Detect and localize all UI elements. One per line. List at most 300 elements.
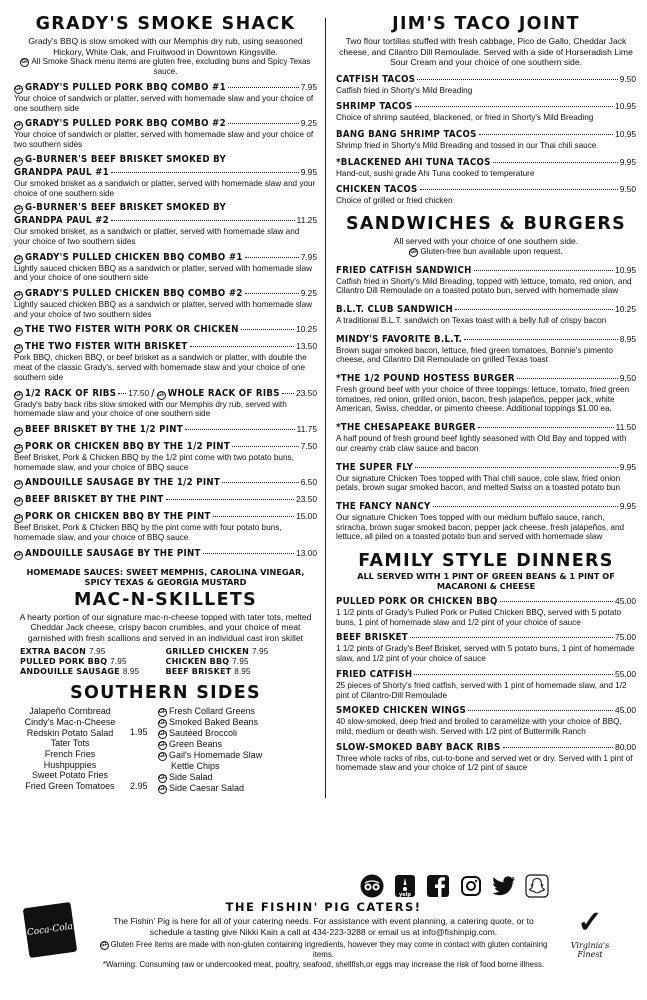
menu-item-price: 45.00 bbox=[615, 596, 636, 607]
menu-item-price: 13.00 bbox=[296, 547, 317, 558]
checkmark-icon: ✓ bbox=[577, 906, 603, 939]
dot-leader bbox=[245, 293, 299, 294]
dot-leader bbox=[433, 506, 618, 507]
menu-item bbox=[336, 128, 636, 151]
menu-item-description: Beef Brisket, Pork & Chicken BBQ by the pint come with four potato buns, homemade slaw, and your choice of BBQ sauce bbox=[14, 523, 282, 543]
menu-item-name-line1 bbox=[14, 202, 317, 214]
dot-leader bbox=[414, 674, 613, 675]
mac-option-name: EXTRA BACON bbox=[20, 647, 87, 657]
menu-item-description: Catfish fried in Shorty's Mild Breading bbox=[336, 85, 473, 95]
gluten-free-icon: GF bbox=[15, 206, 22, 213]
dot-leader bbox=[245, 257, 299, 258]
menu-item-name: THE FANCY NANCY bbox=[336, 500, 431, 512]
menu-item-description: Lightly sauced chicken BBQ as a sandwich or platter, served with homemade slaw and your choice of two southern sides bbox=[14, 300, 313, 319]
side-item: Tater Tots bbox=[50, 738, 90, 749]
menu-item-row bbox=[14, 323, 317, 336]
menu-item-name: *BLACKENED AHI TUNA TACOS bbox=[336, 156, 491, 168]
menu-item-row bbox=[336, 128, 636, 141]
menu-item bbox=[14, 287, 317, 319]
menu-item bbox=[14, 323, 317, 336]
dot-leader bbox=[420, 189, 618, 190]
separator: / bbox=[151, 387, 155, 399]
menu-item-name: FRIED CATFISH SANDWICH bbox=[336, 264, 472, 276]
mac-option-price: 8.95 bbox=[234, 667, 251, 677]
menu-item-row bbox=[336, 421, 636, 434]
gluten-free-icon: GF bbox=[15, 515, 22, 522]
menu-item-price: 75.00 bbox=[615, 632, 636, 643]
menu-item-price: 11.75 bbox=[296, 423, 317, 434]
menu-item bbox=[14, 440, 317, 472]
dot-leader bbox=[111, 220, 295, 221]
menu-item-description: Three whole racks of ribs, cut-to-bone and served wet or dry. Served with 1 pint of homemade slaw and your choice of 1/2 pint of sauce bbox=[336, 753, 633, 773]
mac-option-name: GRILLED CHICKEN bbox=[165, 647, 250, 657]
gluten-free-icon: GF bbox=[15, 122, 22, 129]
mac-title: MAC-N-SKILLETS bbox=[73, 589, 258, 610]
menu-item-price: 6.50 bbox=[300, 477, 317, 488]
gluten-free-icon: GF bbox=[159, 785, 166, 792]
menu-item bbox=[336, 668, 636, 700]
menu-item-row bbox=[14, 547, 317, 560]
menu-item-price: 10.25 bbox=[296, 324, 317, 335]
menu-item-name: PULLED PORK OR CHICKEN BBQ bbox=[336, 596, 498, 608]
menu-item-description: 25 pieces of Shorty's fried catfish, served with 1 pint of homemade slaw, and 1/2 pint of Cilantro-Dill Remoulade bbox=[336, 680, 627, 700]
sides-list bbox=[14, 706, 317, 794]
menu-item-row bbox=[336, 704, 636, 717]
gluten-free-icon: GF bbox=[100, 942, 108, 948]
menu-item-row bbox=[14, 340, 317, 353]
menu-item-name: SMOKED CHICKEN WINGS bbox=[336, 705, 467, 717]
mac-option bbox=[166, 667, 312, 677]
menu-item-price: 80.00 bbox=[615, 741, 636, 752]
family-subtitle: ALL SERVED WITH 1 PINT OF GREEN BEANS & 1 PINT OF MACARONI & CHEESE bbox=[357, 571, 615, 592]
side-item bbox=[158, 750, 308, 761]
gluten-free-icon: GF bbox=[15, 427, 22, 434]
dot-leader bbox=[228, 87, 299, 88]
menu-item-name: B.L.T. CLUB SANDWICH bbox=[336, 303, 454, 315]
menu-item-name: MINDY'S FAVORITE B.L.T. bbox=[336, 333, 463, 345]
sandwiches-menu-list bbox=[336, 264, 636, 543]
dot-leader bbox=[455, 309, 613, 310]
menu-item-name: THE TWO FISTER WITH PORK OR CHICKEN bbox=[25, 324, 239, 336]
side-item: Redskin Potato Salad bbox=[26, 727, 114, 738]
catering-title: THE FISHIN' PIG CATERS! bbox=[225, 900, 422, 914]
menu-item-description: 1 1/2 pints of Grady's Pulled Pork or Pulled Chicken BBQ, served with 5 potato buns, 1 pint of homemade slaw and 1/2 pint of your choice of sauce bbox=[336, 608, 622, 627]
twitter-icon[interactable] bbox=[492, 874, 516, 898]
menu-item-description: Brown sugar smoked bacon, lettuce, fried green tomatoes, Bonnie's pimento cheese, and Cilantro Dill Remoulade on grilled Texas toast bbox=[336, 345, 613, 365]
menu-item-name: CATFISH TACOS bbox=[336, 73, 416, 85]
catering-text: The Fishin' Pig is here for all of your catering needs. For assistance with event planning, a catering quote, or to schedule a tasting give Nikki Kain a call at 434-223-3288 or email us at info@fishinpig.com. bbox=[113, 916, 534, 937]
menu-item bbox=[336, 461, 636, 493]
menu-item bbox=[14, 202, 317, 246]
menu-item-price: 9.25 bbox=[300, 118, 317, 129]
menu-item-description: Our smoked brisket as a sandwich or platter, served with homemade slaw and your choice of one southern side bbox=[14, 178, 316, 198]
menu-item-name: BANG BANG SHRIMP TACOS bbox=[336, 128, 477, 140]
menu-item bbox=[14, 476, 317, 489]
dot-leader bbox=[415, 467, 618, 468]
mac-intro: A hearty portion of our signature mac-n-cheese topped with tater tots, melted Cheddar Jack cheese, crispy bacon crumbles, and your choice of meat garnished with fresh scallions and served in an individual cast iron skillet bbox=[19, 611, 312, 643]
menu-item-price: 11.50 bbox=[615, 422, 636, 433]
sides-right-list bbox=[158, 706, 308, 794]
menu-item bbox=[14, 340, 317, 382]
sides-prices bbox=[126, 706, 158, 794]
gluten-free-icon: GF bbox=[15, 444, 22, 451]
menu-item-name-prefix: G-BURNER'S BEEF BRISKET SMOKED BY bbox=[25, 202, 227, 214]
mac-option-name: BEEF BRISKET bbox=[165, 667, 232, 677]
menu-item bbox=[336, 704, 636, 736]
side-item: French Fries bbox=[44, 749, 96, 760]
menu-item-row bbox=[14, 81, 317, 94]
homemade-sauces: HOMEMADE SAUCES: SWEET MEMPHIS, CAROLINA VINEGAR, SPICY TEXAS & GEORGIA MUSTARD bbox=[26, 566, 305, 587]
side-item bbox=[158, 772, 308, 783]
virginias-finest-label: Virginia's Finest bbox=[570, 941, 610, 959]
menu-item-name: GRANDPA PAUL #1 bbox=[14, 166, 110, 178]
menu-item bbox=[336, 73, 636, 96]
sides-price-2: 2.95 bbox=[130, 781, 148, 792]
menu-item-row bbox=[336, 461, 636, 474]
menu-item-name: GRADY'S PULLED PORK BBQ COMBO #2 bbox=[25, 118, 226, 130]
menu-item-description: Catfish fried in Shorty's Mild Breading, topped with lettuce, tomato, red onion, and Cilantro Dill Remoulade on a toasted potato bun, served with homemade slaw bbox=[336, 276, 632, 296]
gluten-free-icon: GF bbox=[15, 328, 22, 335]
menu-item-name: BEEF BRISKET BY THE 1/2 PINT bbox=[25, 423, 183, 435]
mac-options bbox=[14, 647, 317, 677]
menu-item-price: 45.00 bbox=[615, 705, 636, 716]
menu-item-name: GRADY'S PULLED CHICKEN BBQ COMBO #2 bbox=[25, 288, 243, 300]
menu-item-name: ANDOUILLE SAUSAGE BY THE PINT bbox=[25, 547, 201, 559]
gluten-free-icon: GF bbox=[15, 481, 22, 488]
menu-item bbox=[336, 183, 636, 206]
side-item-name: Gail's Homemade Slaw bbox=[169, 750, 263, 761]
menu-item bbox=[14, 423, 317, 436]
mac-option-price: 7.95 bbox=[89, 647, 106, 657]
instagram-icon[interactable] bbox=[459, 874, 483, 898]
menu-item bbox=[14, 547, 317, 560]
menu-item bbox=[336, 421, 636, 453]
mac-option bbox=[166, 647, 312, 657]
taco-intro: Two flour tortillas stuffed with fresh cabbage, Pico de Gallo, Cheddar Jack cheese, and Cilantro Dill Remoulade. Served with a side of Horseradish Lime Sour Cream and your choice of one southern side. bbox=[339, 36, 633, 67]
side-item-name: Side Salad bbox=[169, 771, 213, 782]
dot-leader bbox=[166, 499, 294, 500]
menu-item-description: 40 slow-smoked, deep fried and broiled to caramelize with your choice of BBQ, mild, medium or death wish. Served with 1/2 pint of Buttermilk Ranch bbox=[336, 717, 622, 736]
menu-item-price: 9.95 bbox=[619, 461, 636, 472]
family-menu-list bbox=[336, 595, 636, 773]
side-item: Hushpuppies bbox=[43, 759, 97, 770]
snapchat-icon[interactable] bbox=[525, 874, 549, 898]
dot-leader bbox=[517, 378, 618, 379]
menu-item-price: 9.50 bbox=[619, 184, 636, 195]
side-item-name: Smoked Baked Beans bbox=[169, 717, 259, 728]
half-rack-price: 17.50 bbox=[128, 387, 150, 398]
menu-item-name: CHICKEN TACOS bbox=[336, 184, 418, 196]
menu-item bbox=[336, 595, 636, 627]
dot-leader bbox=[478, 427, 614, 428]
yelp-icon[interactable] bbox=[393, 874, 417, 898]
menu-item-name: PORK OR CHICKEN BBQ BY THE PINT bbox=[25, 511, 211, 523]
dot-leader bbox=[118, 393, 126, 394]
menu-item-row bbox=[336, 264, 636, 277]
menu-item-name: BEEF BRISKET bbox=[336, 632, 408, 644]
gluten-free-icon: GF bbox=[159, 753, 166, 760]
menu-item-row bbox=[336, 631, 636, 644]
sandwiches-gf-note-text: Gluten-free bun available upon request. bbox=[420, 246, 563, 256]
side-item-name: Side Caesar Salad bbox=[169, 782, 245, 793]
gluten-free-icon: GF bbox=[15, 551, 22, 558]
gluten-free-icon: GF bbox=[15, 157, 22, 164]
menu-item-row bbox=[14, 476, 317, 489]
menu-item-description: Fresh ground beef with your choice of three toppings: lettuce, tomato, fried green tomatoes, red onion, grilled onion, bacon, fresh jalapeños, pepper jack, white American, Swiss, cheddar, or pimento cheese. Additional toppings $1.00 ea. bbox=[336, 385, 630, 414]
menu-item-price: 13.50 bbox=[296, 341, 317, 352]
mac-option bbox=[20, 667, 166, 677]
dot-leader bbox=[410, 637, 613, 638]
menu-item-row bbox=[336, 595, 636, 608]
dot-leader bbox=[185, 429, 295, 430]
menu-item-price: 9.50 bbox=[619, 373, 636, 384]
menu-item bbox=[336, 500, 636, 542]
menu-item bbox=[336, 100, 636, 123]
mac-option-name: PULLED PORK BBQ bbox=[20, 657, 108, 667]
dot-leader bbox=[417, 79, 617, 80]
menu-item-price: 15.00 bbox=[296, 511, 317, 522]
side-item bbox=[158, 728, 308, 739]
side-item: Sweet Potato Fries bbox=[31, 770, 109, 781]
menu-item-name: PORK OR CHICKEN BBQ BY THE 1/2 PINT bbox=[25, 440, 231, 452]
menu-item bbox=[336, 372, 636, 414]
menu-item bbox=[14, 251, 317, 283]
gluten-free-disclaimer-text: Gluten Free items are made with non-gluten containing ingredients, however they may come in contact with gluten containing items. bbox=[110, 940, 548, 959]
dot-leader bbox=[228, 123, 299, 124]
menu-item-row bbox=[336, 372, 636, 385]
family-title: FAMILY STYLE DINNERS bbox=[358, 551, 614, 572]
dot-leader bbox=[500, 601, 613, 602]
menu-item bbox=[336, 264, 636, 296]
menu-item-name: BEEF BRISKET BY THE PINT bbox=[25, 494, 164, 506]
menu-item bbox=[336, 156, 636, 179]
gluten-free-icon: GF bbox=[159, 774, 166, 781]
menu-item-price: 9.25 bbox=[300, 288, 317, 299]
mac-option bbox=[20, 657, 166, 667]
menu-item-description: Choice of shrimp sautéed, blackened, or fried in Shorty's Mild Breading bbox=[336, 113, 594, 123]
menu-item-row bbox=[336, 183, 636, 196]
menu-item-price: 11.25 bbox=[296, 215, 317, 226]
gluten-free-icon: GF bbox=[159, 709, 166, 716]
dot-leader bbox=[232, 446, 299, 447]
menu-item-description: Shrimp fried in Shorty's Mild Breading and tossed in our Thai chili sauce bbox=[336, 140, 597, 150]
menu-item bbox=[14, 117, 317, 149]
menu-item-price: 9.95 bbox=[300, 166, 317, 177]
menu-item-row bbox=[336, 100, 636, 113]
dot-leader bbox=[111, 172, 299, 173]
menu-item-name: *THE CHESAPEAKE BURGER bbox=[336, 422, 476, 434]
dot-leader bbox=[474, 270, 613, 271]
menu-item-row bbox=[14, 251, 317, 264]
side-item: Jalapeño Cornbread bbox=[29, 706, 111, 717]
menu-item-price: 10.25 bbox=[615, 303, 636, 314]
menu-item bbox=[14, 493, 317, 506]
side-item: Fried Green Tomatoes bbox=[25, 781, 115, 792]
sandwiches-intro: All served with your choice of one southern side. bbox=[393, 236, 579, 247]
menu-item-description: Our smoked brisket, as a sandwich or platter, served with homemade slaw and your choice of two southern sides bbox=[14, 227, 300, 246]
menu-item-row bbox=[336, 333, 636, 346]
menu-item-price: 9.50 bbox=[619, 73, 636, 84]
gluten-free-icon: GF bbox=[159, 720, 166, 727]
sides-price-1: 1.95 bbox=[130, 727, 148, 738]
menu-item bbox=[336, 333, 636, 365]
menu-item-price: 10.95 bbox=[615, 101, 636, 112]
menu-item-row bbox=[14, 166, 317, 179]
grady-gf-note-text: All Smoke Shack menu items are gluten free, excluding buns and Spicy Texas sauce. bbox=[31, 57, 311, 76]
menu-item-row bbox=[336, 500, 636, 513]
mac-option-name: CHICKEN BBQ bbox=[165, 657, 230, 667]
grady-title: GRADY'S SMOKE SHACK bbox=[35, 14, 296, 34]
gluten-free-icon: GF bbox=[15, 345, 22, 352]
left-column bbox=[14, 14, 317, 794]
menu-item-price: 23.50 bbox=[296, 387, 317, 398]
menu-item-price: 10.95 bbox=[615, 264, 636, 275]
menu-item-row bbox=[14, 510, 317, 523]
menu-item-description: A half pound of fresh ground beef lightly seasoned with Old Bay and topped with our creamy crab claw sauce and bacon bbox=[336, 434, 627, 453]
menu-item-name-line1 bbox=[14, 154, 317, 166]
facebook-icon[interactable] bbox=[426, 874, 450, 898]
menu-item-name-prefix: G-BURNER'S BEEF BRISKET SMOKED BY bbox=[25, 153, 227, 165]
social-icons bbox=[360, 874, 549, 898]
menu-item-name: GRADY'S PULLED CHICKEN BBQ COMBO #1 bbox=[25, 251, 243, 263]
menu-item-price: 9.95 bbox=[619, 156, 636, 167]
menu-item-name: THE SUPER FLY bbox=[336, 461, 414, 473]
mac-option-name: ANDOUILLE SAUSAGE bbox=[20, 667, 120, 677]
gluten-free-icon: GF bbox=[15, 86, 22, 92]
menu-item-row bbox=[336, 73, 636, 86]
sandwiches-title: SANDWICHES & BURGERS bbox=[345, 214, 627, 235]
side-item bbox=[158, 739, 308, 750]
gluten-free-icon: GF bbox=[159, 742, 166, 749]
gluten-free-icon: GF bbox=[15, 498, 22, 505]
menu-item-row bbox=[14, 387, 317, 400]
dot-leader bbox=[479, 134, 613, 135]
menu-item-price: 55.00 bbox=[615, 668, 636, 679]
gluten-free-icon: GF bbox=[21, 59, 29, 65]
menu-item-row bbox=[336, 741, 636, 754]
gluten-free-icon: GF bbox=[410, 248, 418, 255]
side-item bbox=[158, 706, 308, 717]
menu-item-name: GRANDPA PAUL #2 bbox=[14, 215, 110, 227]
menu-item-row bbox=[336, 303, 636, 316]
dot-leader bbox=[213, 516, 294, 517]
sides-title: SOUTHERN SIDES bbox=[70, 683, 261, 704]
menu-item bbox=[14, 387, 317, 419]
side-item bbox=[158, 717, 308, 728]
menu-item-row bbox=[14, 214, 317, 227]
dot-leader bbox=[282, 393, 294, 394]
grady-gf-note bbox=[14, 57, 317, 77]
dot-leader bbox=[464, 339, 618, 340]
menu-item-description: Choice of grilled or fried chicken bbox=[336, 196, 453, 206]
menu-item-name: FRIED CATFISH bbox=[336, 668, 413, 680]
dot-leader bbox=[468, 710, 613, 711]
dot-leader bbox=[241, 329, 294, 330]
mac-option-price: 8.95 bbox=[122, 667, 140, 677]
sandwiches-gf-note bbox=[336, 247, 636, 257]
sides-left-list bbox=[14, 706, 126, 794]
tripadvisor-icon[interactable] bbox=[360, 874, 384, 898]
menu-item-name: ANDOUILLE SAUSAGE BY THE 1/2 PINT bbox=[25, 477, 221, 489]
menu-item-price: 8.95 bbox=[619, 333, 636, 344]
menu-item-row bbox=[14, 287, 317, 300]
side-item bbox=[158, 761, 308, 772]
gluten-free-icon: GF bbox=[157, 391, 165, 398]
menu-item-description: Your choice of sandwich or platter, served with homemade slaw and your choice of one southern side bbox=[14, 94, 314, 113]
right-column bbox=[336, 14, 636, 773]
menu-item-name: *THE 1/2 POUND HOSTESS BURGER bbox=[336, 373, 515, 385]
menu-item bbox=[14, 81, 317, 113]
menu-item bbox=[336, 631, 636, 663]
svg-text:yelp: yelp bbox=[399, 892, 411, 898]
mac-option-price: 7.95 bbox=[110, 657, 127, 667]
menu-item-description: A traditional B.L.T. sandwich on Texas toast with a belly full of crispy bacon bbox=[336, 315, 607, 325]
menu-item bbox=[14, 510, 317, 542]
menu-item-name: WHOLE RACK OF RIBS bbox=[167, 387, 280, 399]
menu-item-name: SLOW-SMOKED BABY BACK RIBS bbox=[336, 741, 501, 753]
side-item-name: Fresh Collard Greens bbox=[169, 706, 256, 717]
menu-item bbox=[14, 154, 317, 198]
dot-leader bbox=[203, 553, 294, 554]
side-item-name: Green Beans bbox=[169, 739, 223, 750]
dot-leader bbox=[493, 162, 618, 163]
menu-item-description: Pork BBQ, chicken BBQ, or beef brisket as a sandwich or platter, with double the meat of the classic Grady's, served with homemade slaw and your choice of one southern side bbox=[14, 353, 307, 382]
menu-item-description: Hand-cut, sushi grade Ahi Tuna cooked to temperature bbox=[336, 168, 535, 178]
menu-item-description: Our signature Chicken Toes topped with Thai chili sauce, cole slaw, fried onion petals, brown sugar smoked bacon, and melted Swiss on a toasted potato bun bbox=[336, 473, 621, 493]
gluten-free-disclaimer bbox=[0, 940, 647, 960]
gluten-free-icon: GF bbox=[15, 292, 22, 299]
menu-item-description: Lightly sauced chicken BBQ as a sandwich or platter, served with homemade slaw and your choice of one southern side bbox=[14, 263, 313, 283]
gluten-free-icon: GF bbox=[15, 391, 22, 398]
coca-cola-logo: Coca-Cola bbox=[23, 902, 77, 958]
menu-item-row bbox=[14, 493, 317, 506]
side-item: Cindy's Mac-n-Cheese bbox=[24, 716, 116, 727]
raw-food-warning: *Warning: Consuming raw or undercooked meat, poultry, seafood, shellfish,or eggs may increase the risk of food borne illness. bbox=[102, 959, 545, 969]
menu-item-row bbox=[336, 156, 636, 169]
menu-item-description: Grady's baby back ribs slow smoked with our Memphis dry rub, served with homemade slaw and your choice of one southern side bbox=[14, 399, 287, 419]
menu-item-row bbox=[14, 117, 317, 130]
taco-title: JIM'S TACO JOINT bbox=[392, 14, 580, 34]
menu-item-name: GRADY'S PULLED PORK BBQ COMBO #1 bbox=[25, 82, 226, 93]
dot-leader bbox=[415, 106, 614, 107]
side-item-name: Sautéed Broccoli bbox=[169, 728, 238, 739]
menu-item-price: 23.50 bbox=[296, 494, 317, 505]
menu-item-row bbox=[336, 668, 636, 681]
menu-item-name: SHRIMP TACOS bbox=[336, 101, 413, 113]
menu-item-price: 9.95 bbox=[619, 500, 636, 511]
footer bbox=[0, 900, 647, 969]
dot-leader bbox=[503, 747, 613, 748]
menu-item-description: Your choice of sandwich or platter, served with homemade slaw and your choice of two southern sides bbox=[14, 130, 314, 150]
menu-item-price: 7.95 bbox=[300, 82, 317, 92]
mac-option bbox=[166, 657, 312, 667]
menu-item-description: 1 1/2 pints of Grady's Beef Brisket, served with 5 potato buns, 1 pint of homemade slaw, and 1/2 pint of your choice of sauce bbox=[336, 644, 635, 664]
menu-item bbox=[336, 303, 636, 326]
side-item bbox=[158, 783, 308, 794]
menu-item-name: THE TWO FISTER WITH BRISKET bbox=[25, 341, 188, 353]
mac-option-price: 7.95 bbox=[252, 647, 269, 657]
grady-menu-list bbox=[14, 81, 317, 560]
gluten-free-icon: GF bbox=[15, 255, 22, 262]
menu-item-row bbox=[14, 423, 317, 436]
menu-item-price: 10.95 bbox=[615, 128, 636, 139]
menu-item-description: Beef Brisket, Pork & Chicken BBQ by the 1/2 pint come with two potato buns, homemade slaw, and your choice of BBQ sauce bbox=[14, 452, 294, 472]
half-rack-name: 1/2 RACK OF RIBS bbox=[25, 387, 117, 399]
mac-option bbox=[20, 647, 166, 657]
menu-item-row bbox=[14, 440, 317, 453]
menu-item-price: 7.95 bbox=[300, 251, 317, 262]
mac-option-price: 7.95 bbox=[232, 657, 249, 667]
